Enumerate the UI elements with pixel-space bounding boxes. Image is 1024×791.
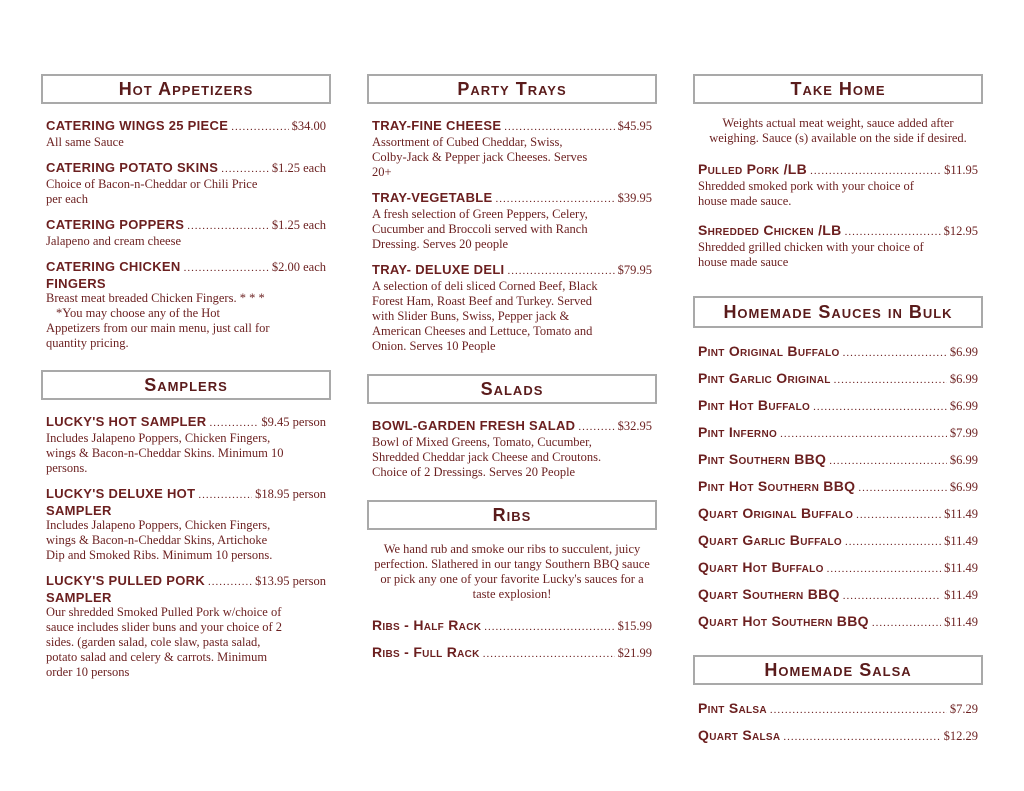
item-price: $12.95 — [943, 224, 978, 238]
leader-dots — [829, 454, 947, 469]
take-home-intro: Weights actual meat weight, sauce added after weighing. Sauce (s) available on the side if desired. — [709, 116, 967, 145]
items — [367, 618, 657, 662]
item-price: $9.45 person — [261, 415, 326, 429]
menu-item — [698, 479, 978, 496]
item-price: $12.29 — [943, 729, 978, 743]
leader-dots — [578, 420, 614, 435]
leader-dots — [507, 264, 614, 279]
leader-dots — [187, 219, 269, 234]
item-name: LUCKY'S HOT SAMPLER — [46, 414, 207, 429]
section-salsa — [693, 655, 983, 745]
leader-dots — [221, 162, 269, 177]
leader-dots — [783, 730, 940, 745]
menu-item — [46, 414, 326, 476]
leader-dots — [770, 703, 947, 718]
menu-item — [372, 645, 652, 662]
item-name-continued: SAMPLER — [46, 590, 112, 605]
leader-dots — [496, 192, 615, 207]
item-price: $11.49 — [944, 561, 978, 575]
section-header: Salads — [367, 374, 657, 404]
item-name: TRAY- DELUXE DELI — [372, 262, 505, 277]
item-name: Pint Inferno — [698, 424, 778, 440]
item-price: $13.95 person — [255, 574, 326, 588]
leader-dots — [184, 261, 269, 276]
menu-item — [698, 533, 978, 550]
leader-dots — [872, 616, 941, 631]
leader-dots — [856, 508, 941, 523]
item-price: $18.95 person — [255, 487, 326, 501]
item-description: Bowl of Mixed Greens, Tomato, Cucumber, Shredded Cheddar jack Cheese and Croutons. Choice of 2 Dressings. Serves 20 People — [372, 435, 602, 479]
item-name: Quart Garlic Buffalo — [698, 532, 842, 548]
section-take-home — [693, 74, 983, 270]
leader-dots — [843, 346, 947, 361]
section-sauces — [693, 296, 983, 631]
item-name: LUCKY'S DELUXE HOT — [46, 486, 196, 501]
section-header: Hot Appetizers — [41, 74, 331, 104]
menu-item — [46, 160, 326, 207]
menu-item — [698, 614, 978, 631]
leader-dots — [198, 488, 252, 503]
section-salads — [367, 374, 657, 480]
column-left — [41, 74, 331, 680]
item-name: Ribs - Half Rack — [372, 617, 482, 633]
menu-item — [372, 190, 652, 252]
section-hot-appetizers — [41, 74, 331, 351]
leader-dots — [813, 400, 947, 415]
item-price: $6.99 — [949, 453, 978, 467]
leader-dots — [209, 416, 258, 431]
menu-item — [698, 728, 978, 745]
items — [41, 414, 331, 680]
item-name: TRAY-VEGETABLE — [372, 190, 493, 205]
leader-dots — [504, 120, 614, 135]
item-name: CATERING WINGS 25 PIECE — [46, 118, 229, 133]
item-name: Quart Southern BBQ — [698, 586, 840, 602]
leader-dots — [845, 535, 941, 550]
menu-item — [46, 573, 326, 680]
leader-dots — [780, 427, 947, 442]
item-name: Quart Hot Buffalo — [698, 559, 824, 575]
item-price: $6.99 — [949, 480, 978, 494]
item-price: $21.99 — [617, 646, 652, 660]
item-name: Pint Salsa — [698, 700, 767, 716]
item-name: Pulled Pork /LB — [698, 161, 808, 177]
item-description: A selection of deli sliced Corned Beef, Black Forest Ham, Roast Beef and Turkey. Served with Slider Buns, Swiss, Pepper jack & American Cheeses and Lettuce, Tomato and Onion. Serves 10 People — [372, 279, 598, 353]
item-price: $7.99 — [949, 426, 978, 440]
menu-item — [372, 262, 652, 354]
section-header: Samplers — [41, 370, 331, 400]
item-description: Assortment of Cubed Cheddar, Swiss, Colby-Jack & Pepper jack Cheeses. Serves 20+ — [372, 135, 588, 179]
item-description: Our shredded Smoked Pulled Pork w/choice of sauce includes slider buns and your choice of 2 sides. (garden salad, cole slaw, pasta salad, potato salad and celery & carrots. Minimum order 10 persons — [46, 605, 283, 679]
leader-dots — [858, 481, 947, 496]
item-name: Pint Hot Southern BBQ — [698, 478, 856, 494]
item-name: Ribs - Full Rack — [372, 644, 480, 660]
item-name-continued: FINGERS — [46, 276, 106, 291]
menu-item — [46, 486, 326, 563]
item-price: $39.95 — [617, 191, 652, 205]
item-price: $11.49 — [944, 507, 978, 521]
item-name: TRAY-FINE CHEESE — [372, 118, 502, 133]
menu-item — [698, 162, 978, 209]
items — [367, 118, 657, 354]
item-name: CATERING CHICKEN — [46, 259, 181, 274]
menu-item — [698, 425, 978, 442]
item-name: Pint Garlic Original — [698, 370, 831, 386]
item-description: Breast meat breaded Chicken Fingers. * * * — [46, 291, 265, 305]
item-price: $7.29 — [949, 702, 978, 716]
leader-dots — [827, 562, 941, 577]
item-name: Shredded Chicken /LB — [698, 222, 842, 238]
menu-item — [372, 618, 652, 635]
menu-item — [698, 223, 978, 270]
menu-item — [698, 371, 978, 388]
column-right — [693, 74, 983, 745]
leader-dots — [845, 225, 941, 240]
menu-item — [698, 560, 978, 577]
item-name-continued: SAMPLER — [46, 503, 112, 518]
item-price: $15.99 — [617, 619, 652, 633]
item-name: Quart Salsa — [698, 727, 781, 743]
item-price: $45.95 — [617, 119, 652, 133]
item-price: $6.99 — [949, 372, 978, 386]
column-middle — [367, 74, 657, 662]
leader-dots — [208, 575, 252, 590]
menu-item — [698, 398, 978, 415]
section-samplers — [41, 370, 331, 680]
item-name: CATERING POTATO SKINS — [46, 160, 219, 175]
items — [693, 162, 983, 270]
item-name: Quart Original Buffalo — [698, 505, 854, 521]
item-name: Pint Southern BBQ — [698, 451, 827, 467]
item-description: Choice of Bacon-n-Cheddar or Chili Price per each — [46, 177, 258, 206]
leader-dots — [484, 620, 614, 635]
leader-dots — [231, 120, 288, 135]
item-description: All same Sauce — [46, 135, 124, 149]
section-header: Party Trays — [367, 74, 657, 104]
item-price: $11.49 — [944, 615, 978, 629]
section-header: Homemade Sauces in Bulk — [693, 296, 983, 328]
leader-dots — [834, 373, 947, 388]
item-description: Includes Jalapeno Poppers, Chicken Fingers, wings & Bacon-n-Cheddar Skins, Artichoke Dip and Smoked Ribs. Minimum 10 persons. — [46, 518, 273, 562]
section-party-trays — [367, 74, 657, 354]
item-price: $79.95 — [617, 263, 652, 277]
items — [693, 344, 983, 631]
section-header: Take Home — [693, 74, 983, 104]
items — [367, 418, 657, 480]
item-name: LUCKY'S PULLED PORK — [46, 573, 206, 588]
item-price: $1.25 each — [271, 161, 326, 175]
note-line: *You may choose any of the Hot — [56, 306, 220, 320]
item-description: Shredded grilled chicken with your choice of house made sauce — [698, 240, 924, 269]
item-price: $32.95 — [617, 419, 652, 433]
item-description: Shredded smoked pork with your choice of house made sauce. — [698, 179, 914, 208]
item-price: $2.00 each — [271, 260, 326, 274]
items — [693, 701, 983, 745]
item-price: $11.95 — [944, 163, 978, 177]
item-price: $34.00 — [291, 119, 326, 133]
section-header: Ribs — [367, 500, 657, 530]
menu-item — [372, 118, 652, 180]
menu-item — [372, 418, 652, 480]
item-description: Jalapeno and cream cheese — [46, 234, 181, 248]
item-description: Includes Jalapeno Poppers, Chicken Fingers, wings & Bacon-n-Cheddar Skins. Minimum 10 persons. — [46, 431, 284, 475]
leader-dots — [483, 647, 615, 662]
item-price: $1.25 each — [271, 218, 326, 232]
menu-item — [698, 452, 978, 469]
menu-item — [46, 259, 326, 351]
item-name: BOWL-GARDEN FRESH SALAD — [372, 418, 576, 433]
menu-item — [698, 344, 978, 361]
item-description: A fresh selection of Green Peppers, Celery, Cucumber and Broccoli served with Ranch Dressing. Serves 20 people — [372, 207, 588, 251]
item-price: $6.99 — [949, 345, 978, 359]
item-name: Pint Hot Buffalo — [698, 397, 811, 413]
appetizer-note — [46, 306, 326, 351]
leader-dots — [810, 164, 941, 179]
item-name: Pint Original Buffalo — [698, 343, 840, 359]
items — [41, 118, 331, 351]
section-ribs — [367, 500, 657, 662]
menu-item — [698, 506, 978, 523]
leader-dots — [843, 589, 941, 604]
menu-item — [46, 217, 326, 249]
note-text: Appetizers from our main menu, just call for quantity pricing. — [46, 321, 270, 350]
ribs-intro: We hand rub and smoke our ribs to succulent, juicy perfection. Slathered in our tangy Southern BBQ sauce or pick any one of your favorite Lucky's sauces for a taste explosion! — [374, 542, 650, 601]
item-price: $6.99 — [949, 399, 978, 413]
item-price: $11.49 — [944, 588, 978, 602]
menu-item — [46, 118, 326, 150]
item-name: Quart Hot Southern BBQ — [698, 613, 869, 629]
menu-item — [698, 701, 978, 718]
section-header: Homemade Salsa — [693, 655, 983, 685]
menu-item — [698, 587, 978, 604]
item-price: $11.49 — [944, 534, 978, 548]
item-name: CATERING POPPERS — [46, 217, 185, 232]
